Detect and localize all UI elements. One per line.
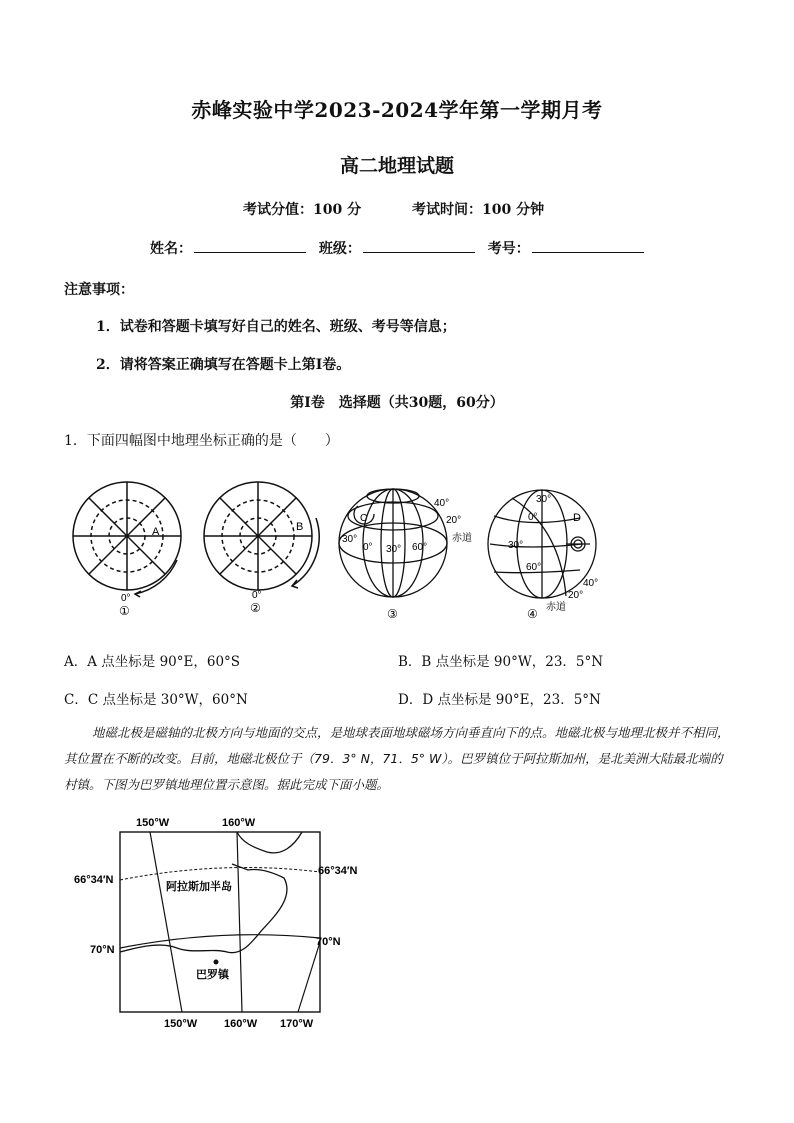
meridian-160w bbox=[237, 832, 242, 1012]
barrow-town-label: 巴罗镇 bbox=[196, 969, 229, 981]
student-fields bbox=[150, 238, 652, 258]
top-150w-label: 150°W bbox=[136, 817, 170, 829]
bottom-150w-label: 150°W bbox=[164, 1018, 198, 1030]
figure-3-lon-30w: 30° bbox=[342, 534, 358, 545]
arctic-circle-left-label: 66°34′N bbox=[74, 874, 114, 886]
lat-70-left-label: 70°N bbox=[90, 944, 115, 956]
figure-3-lon-30e: 30° bbox=[386, 544, 402, 555]
figure-4-lon-60: 60° bbox=[526, 562, 542, 573]
arctic-circle-right-label: 66°34′N bbox=[318, 865, 358, 877]
figure-3-lon-0: 0° bbox=[363, 542, 373, 553]
exam-score: 考试分值：100 分 bbox=[243, 202, 362, 218]
figure-3-number: ③ bbox=[387, 607, 398, 621]
figure-1-point-label: A bbox=[152, 526, 160, 538]
meridian-170w bbox=[298, 942, 320, 1012]
coast-top bbox=[237, 832, 302, 853]
id-field[interactable] bbox=[532, 238, 644, 253]
passage-text: 地磁北极是磁轴的北极方向与地面的交点，是地球表面地球磁场方向垂直向下的点。地磁北极与地理北极并不相同，其位置在不断的改变。目前，地磁北极位于（79．3° N，71．5° W）。巴罗镇位于阿拉斯加州，是北美洲大陆最北端的村镇。下图为巴罗镇地理位置示意图。据此完成下面小题。 bbox=[64, 725, 730, 792]
peninsula-label: 阿拉斯加半岛 bbox=[166, 881, 232, 893]
exam-title: 赤峰实验中学2023-2024学年第一学期月考 bbox=[191, 98, 603, 122]
figure-1-zero-label: 0° bbox=[121, 593, 131, 604]
figure-2-polar-view bbox=[204, 482, 319, 590]
figure-4-point-label: D bbox=[573, 512, 581, 524]
class-field[interactable] bbox=[363, 238, 475, 253]
figure-4-globe bbox=[488, 490, 599, 598]
exam-time: 考试时间：100 分钟 bbox=[412, 202, 545, 218]
option-c[interactable]: C．C 点坐标是 30°W，60°N bbox=[64, 692, 248, 708]
figure-3-equator-label: 赤道 bbox=[452, 533, 472, 544]
question-1-stem: 1．下面四幅图中地理坐标正确的是（ ） bbox=[64, 433, 339, 449]
class-label: 班级： bbox=[318, 241, 361, 257]
meridian-150w bbox=[150, 832, 182, 1012]
id-label: 考号： bbox=[487, 241, 530, 257]
barrow-town-marker bbox=[214, 960, 219, 965]
note-item: 2．请将答案正确填写在答题卡上第Ⅰ卷。 bbox=[96, 357, 351, 373]
figure-1-polar-view bbox=[73, 482, 181, 597]
figure-3-point-label: C bbox=[360, 513, 368, 524]
figure-2-point-label: B bbox=[296, 521, 304, 533]
coastline bbox=[120, 864, 287, 953]
figure-2-number: ② bbox=[250, 601, 261, 615]
figure-4-lon-0: 0° bbox=[528, 512, 538, 523]
figure-4-lat-20: 20° bbox=[568, 590, 584, 601]
notes-title: 注意事项： bbox=[64, 282, 134, 298]
name-field[interactable] bbox=[194, 238, 306, 253]
question-1-figures bbox=[60, 478, 620, 628]
top-160w-label: 160°W bbox=[222, 817, 256, 829]
bottom-160w-label: 160°W bbox=[224, 1018, 258, 1030]
figure-4-number: ④ bbox=[527, 607, 538, 621]
bottom-170w-label: 170°W bbox=[280, 1018, 314, 1030]
section-heading: 第Ⅰ卷 选择题（共30题，60分） bbox=[290, 395, 504, 411]
reading-passage bbox=[64, 720, 734, 798]
lat-70-right-label: 70°N bbox=[316, 936, 341, 948]
name-label: 姓名： bbox=[150, 241, 192, 257]
option-b[interactable]: B．B 点坐标是 90°W，23．5°N bbox=[398, 654, 604, 670]
option-d[interactable]: D．D 点坐标是 90°E，23．5°N bbox=[398, 692, 601, 708]
figure-1-number: ① bbox=[119, 604, 130, 618]
figure-4-lon-30: 30° bbox=[508, 540, 524, 551]
arctic-circle bbox=[120, 868, 320, 881]
barrow-location-map bbox=[72, 812, 372, 1037]
figure-2-zero-label: 0° bbox=[252, 590, 262, 601]
figure-3-lat-40: 40° bbox=[434, 498, 450, 509]
exam-subtitle: 高二地理试题 bbox=[339, 155, 454, 177]
figure-4-equator-label: 赤道 bbox=[546, 602, 566, 613]
figure-4-lat-30: 30° bbox=[536, 494, 552, 505]
figure-3-lon-60e: 60° bbox=[412, 542, 428, 553]
figure-4-lat-40: 40° bbox=[583, 578, 599, 589]
option-a[interactable]: A．A 点坐标是 90°E，60°S bbox=[64, 654, 241, 670]
figure-3-lat-20: 20° bbox=[446, 515, 462, 526]
map-frame bbox=[120, 832, 320, 1012]
note-item: 1．试卷和答题卡填写好自己的姓名、班级、考号等信息； bbox=[96, 319, 456, 335]
